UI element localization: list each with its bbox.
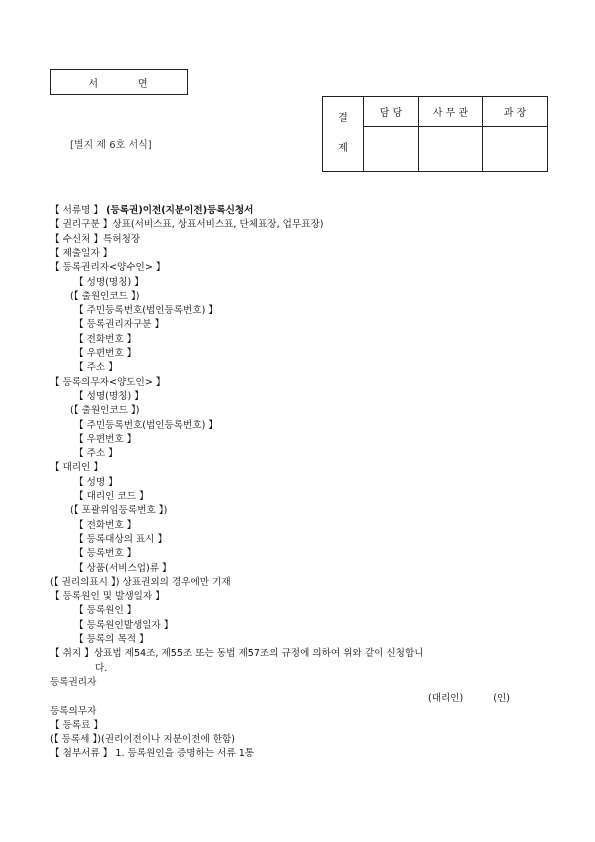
form-field-line bbox=[74, 633, 149, 647]
form-field-line bbox=[50, 233, 140, 247]
form-field-text: 【 등록권리자<양수인> 】 bbox=[50, 262, 166, 274]
form-field-line bbox=[74, 361, 118, 375]
seal-label: (인) bbox=[493, 693, 511, 704]
approval-sign-cell[interactable] bbox=[419, 127, 483, 172]
form-field-text: 【 상품(서비스업)류 】 bbox=[74, 562, 172, 574]
form-field-line bbox=[50, 261, 166, 275]
form-field-line bbox=[74, 490, 149, 504]
form-field-line bbox=[74, 347, 136, 361]
form-field-line bbox=[74, 390, 144, 404]
form-field-line bbox=[50, 676, 96, 690]
form-field-line bbox=[74, 419, 218, 433]
form-field-line bbox=[74, 433, 136, 447]
form-field-text: 【 성명(명칭) 】 bbox=[74, 276, 144, 288]
agent-label: (대리인) bbox=[428, 693, 464, 704]
approval-sign-cell[interactable] bbox=[364, 127, 419, 172]
document-type-box bbox=[50, 69, 188, 95]
form-field-line bbox=[50, 218, 324, 232]
form-field-text: 등록의무자 bbox=[50, 705, 97, 717]
form-field-text: 【 성명(명칭) 】 bbox=[74, 390, 144, 402]
form-field-text: 【 권리구분 】상표(서비스표, 상표서비스표, 단체표장, 업무표장) bbox=[50, 219, 324, 231]
form-field-line bbox=[74, 333, 136, 347]
form-field-line bbox=[74, 547, 136, 561]
form-field-text: 【 전화번호 】 bbox=[74, 519, 137, 531]
form-field-line bbox=[50, 705, 96, 719]
approval-label-bottom: 제 bbox=[338, 143, 348, 154]
approval-col-header: 과 장 bbox=[483, 97, 548, 127]
form-field-text: 등록권리자 bbox=[50, 676, 97, 688]
form-field-text: 【 등록번호 】 bbox=[74, 548, 137, 560]
form-field-line bbox=[50, 733, 235, 747]
form-field-line bbox=[74, 533, 167, 547]
form-field-line bbox=[70, 404, 140, 418]
agent-seal-line bbox=[428, 690, 510, 704]
form-field-line bbox=[74, 447, 118, 461]
form-field-text: 【 등록대상의 표시 】 bbox=[74, 533, 168, 545]
document-title: (등록권)이전(지분이전)등록신청서 bbox=[106, 205, 254, 216]
form-field-text: 【 대리인 코드 】 bbox=[74, 491, 149, 502]
form-field-line bbox=[74, 476, 118, 490]
form-field-line bbox=[95, 662, 107, 676]
form-field-text: 【 대리인 】 bbox=[50, 462, 104, 474]
form-field-text: (【 포괄위임등록번호 】) bbox=[70, 505, 168, 517]
form-field-line bbox=[74, 519, 136, 533]
form-field-text: 【 성명 】 bbox=[74, 476, 118, 488]
form-field-line bbox=[50, 461, 103, 475]
form-field-line bbox=[50, 204, 253, 218]
form-field-text: 다. bbox=[95, 662, 108, 674]
form-field-text: 【 등록권리자구분 】 bbox=[74, 319, 165, 331]
form-field-text: 【 주소 】 bbox=[74, 448, 118, 460]
form-field-text: 【 주민등록번호(법인등록번호) 】 bbox=[74, 305, 218, 317]
form-field-line bbox=[70, 504, 167, 518]
form-field-line bbox=[74, 619, 173, 633]
form-field-text: 【 서류명 】 bbox=[50, 205, 107, 216]
form-field-text: 【 주민등록번호(법인등록번호) 】 bbox=[74, 419, 218, 431]
form-field-text: (【 권리의표시 】) 상표권외의 경우에만 기재 bbox=[50, 576, 231, 588]
form-field-text: 【 우편번호 】 bbox=[74, 433, 137, 445]
approval-table bbox=[322, 96, 548, 172]
approval-sign-cell[interactable] bbox=[483, 127, 548, 172]
form-field-text: 【 취지 】상표법 제54조, 제55조 또는 동법 제57조의 규정에 의하여 위와 같이 신청합니 bbox=[50, 648, 424, 660]
form-field-text: 【 첨부서류 】 1. 등록원인을 증명하는 서류 1통 bbox=[50, 748, 255, 760]
form-field-line bbox=[50, 247, 112, 261]
form-field-text: (【 출원인코드 】) bbox=[70, 290, 140, 302]
approval-col-header: 사 무 관 bbox=[419, 97, 483, 127]
form-field-text: 【 등록원인 및 발생일자 】 bbox=[50, 591, 165, 603]
form-field-text: 【 등록원인 】 bbox=[74, 605, 137, 617]
form-field-text: 【 제출일자 】 bbox=[50, 247, 113, 259]
form-field-line bbox=[50, 647, 423, 661]
approval-label-top: 결 bbox=[338, 113, 348, 124]
document-type-label-left: 서 bbox=[88, 78, 100, 90]
form-field-line bbox=[74, 276, 144, 290]
form-field-text: (【 등록세 】)(권리이전이나 지분이전에 한함) bbox=[50, 734, 236, 746]
form-field-text: 【 등록의 목적 】 bbox=[74, 634, 149, 645]
form-field-line bbox=[74, 318, 164, 332]
form-field-line bbox=[50, 376, 166, 390]
document-type-label-right: 면 bbox=[138, 78, 150, 90]
form-field-line bbox=[50, 576, 231, 590]
form-field-line bbox=[74, 304, 218, 318]
form-field-line bbox=[70, 290, 140, 304]
form-field-text: 【 우편번호 】 bbox=[74, 348, 137, 359]
form-field-text: (【 출원인코드 】) bbox=[70, 405, 140, 417]
form-number: [별지 제 6호 서식] bbox=[70, 140, 152, 151]
form-field-line bbox=[50, 719, 103, 733]
form-field-text: 【 주소 】 bbox=[74, 362, 118, 374]
form-field-text: 【 수신처 】특허청장 bbox=[50, 233, 141, 245]
approval-label-cell bbox=[323, 97, 364, 172]
form-field-line bbox=[74, 604, 136, 618]
form-field-text: 【 등록의무자<양도인> 】 bbox=[50, 376, 166, 388]
form-field-text: 【 등록료 】 bbox=[50, 719, 104, 731]
form-field-line bbox=[50, 590, 165, 604]
form-field-line bbox=[50, 747, 254, 761]
form-field-line bbox=[74, 562, 172, 576]
form-field-text: 【 등록원인발생일자 】 bbox=[74, 619, 174, 631]
form-field-text: 【 전화번호 】 bbox=[74, 333, 137, 345]
approval-col-header: 담 당 bbox=[364, 97, 419, 127]
